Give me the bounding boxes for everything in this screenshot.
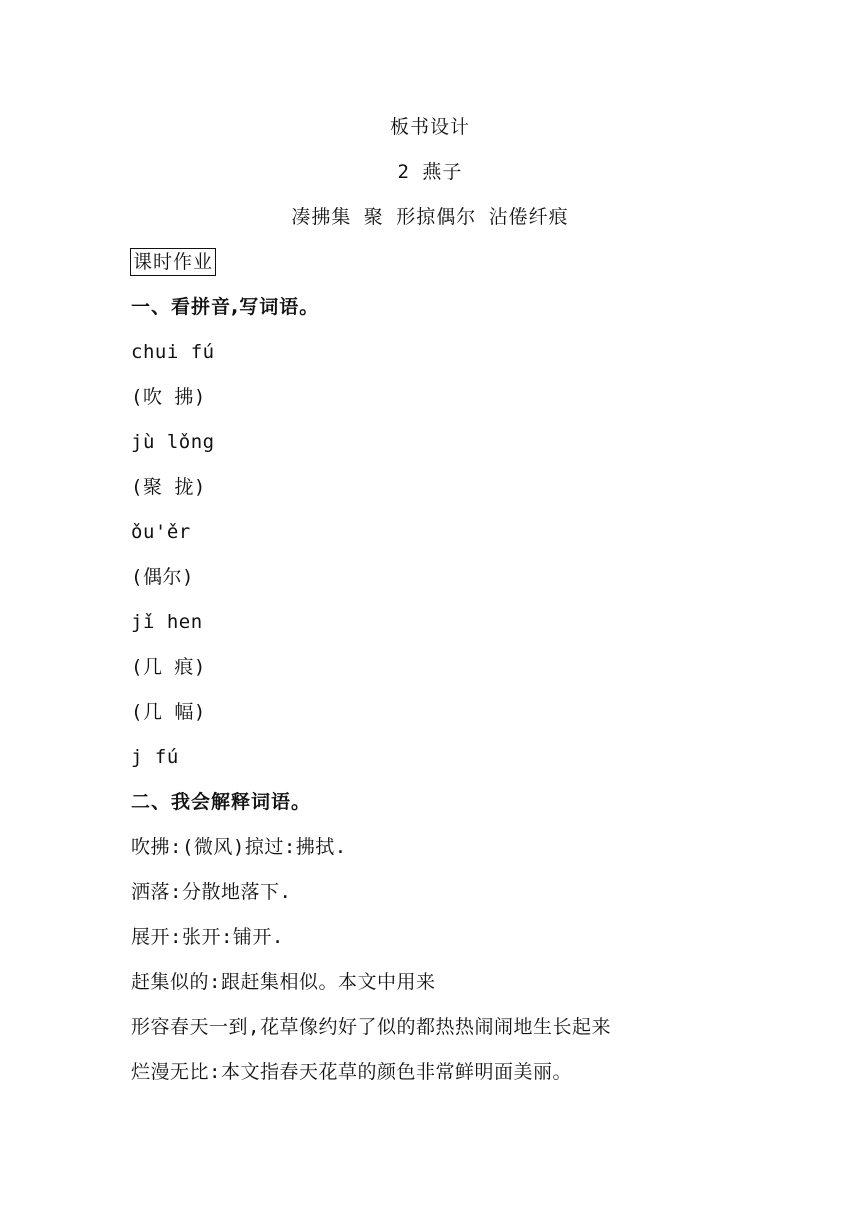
homework-label: 课时作业 (130, 248, 216, 276)
board-keywords: 凑拂集 聚 形掠偶尔 沾倦纤痕 (291, 206, 569, 228)
section1-heading: 一、看拼音,写词语。 (131, 296, 320, 318)
definition-line: 吹拂:(微风)掠过:拂拭. (131, 836, 347, 858)
pinyin-line: chui fú (131, 341, 215, 363)
pinyin-line: jǐ hen (131, 611, 203, 633)
pinyin-line: j fú (131, 746, 179, 768)
definition-line: 赶集似的:跟赶集相似。本文中用来 (131, 971, 436, 993)
board-design-title: 板书设计 (389, 116, 470, 138)
answer-line: (几 痕) (131, 656, 206, 678)
answer-line: (吹 拂) (131, 386, 206, 408)
pinyin-line: ǒu'ěr (131, 521, 191, 543)
section2-heading: 二、我会解释词语。 (131, 791, 312, 813)
definition-line: 展开:张开:铺开. (131, 926, 284, 948)
definition-line: 烂漫无比:本文指春天花草的颜色非常鲜明面美丽。 (131, 1061, 572, 1083)
lesson-title: 2 燕子 (397, 161, 463, 183)
definition-line: 形容春天一到,花草像约好了似的都热热闹闹地生长起来 (131, 1016, 611, 1038)
answer-line: (几 幅) (131, 701, 206, 723)
definition-line: 洒落:分散地落下. (131, 881, 292, 903)
pinyin-line: jù lǒng (131, 431, 215, 453)
answer-line: (偶尔) (131, 566, 194, 588)
answer-line: (聚 拢) (131, 476, 206, 498)
